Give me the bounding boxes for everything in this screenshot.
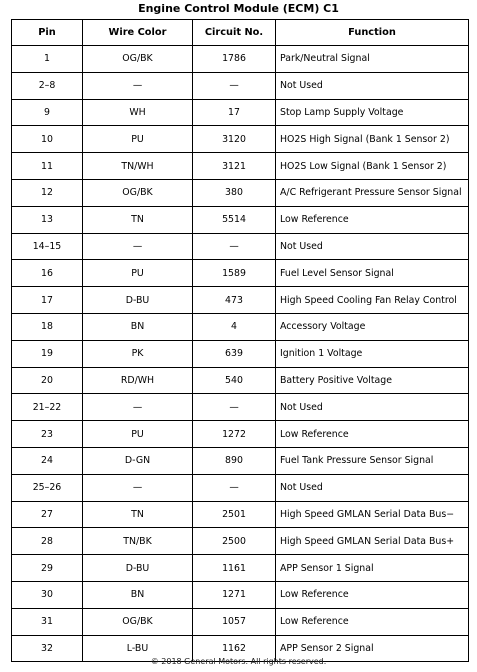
circuit-no-cell: 1057 (193, 608, 276, 635)
function-cell: Low Reference (276, 206, 469, 233)
function-cell: Fuel Level Sensor Signal (276, 260, 469, 287)
table-row (12, 260, 469, 287)
function-cell: Not Used (276, 474, 469, 501)
wire-color-cell: — (83, 72, 193, 99)
table-row (12, 421, 469, 448)
table-row (12, 233, 469, 260)
pin-cell: 20 (12, 367, 83, 394)
wire-color-cell: — (83, 474, 193, 501)
function-cell: Low Reference (276, 608, 469, 635)
function-cell: Stop Lamp Supply Voltage (276, 99, 469, 126)
function-cell: High Speed GMLAN Serial Data Bus− (276, 501, 469, 528)
table-row (12, 474, 469, 501)
circuit-no-cell: 380 (193, 179, 276, 206)
wire-color-cell: D-GN (83, 447, 193, 474)
pin-cell: 1 (12, 46, 83, 73)
table-row (12, 555, 469, 582)
table-row (12, 72, 469, 99)
table-row (12, 447, 469, 474)
pin-cell: 10 (12, 126, 83, 153)
wire-color-cell: OG/BK (83, 608, 193, 635)
function-cell: Ignition 1 Voltage (276, 340, 469, 367)
function-cell: Fuel Tank Pressure Sensor Signal (276, 447, 469, 474)
circuit-no-cell: 890 (193, 447, 276, 474)
function-cell: Not Used (276, 72, 469, 99)
copyright-footer: © 2018 General Motors. All rights reserved. (150, 657, 327, 666)
wire-color-cell: L-BU (83, 635, 193, 662)
table-row (12, 313, 469, 340)
circuit-no-cell: 4 (193, 313, 276, 340)
pin-cell: 30 (12, 581, 83, 608)
header-function: Function (276, 20, 469, 46)
pin-cell: 16 (12, 260, 83, 287)
table-row (12, 153, 469, 180)
table-row (12, 179, 469, 206)
table-row (12, 46, 469, 73)
table-row (12, 126, 469, 153)
pin-cell: 18 (12, 313, 83, 340)
pin-cell: 11 (12, 153, 83, 180)
function-cell: HO2S High Signal (Bank 1 Sensor 2) (276, 126, 469, 153)
function-cell: APP Sensor 1 Signal (276, 555, 469, 582)
table-row (12, 287, 469, 314)
circuit-no-cell: 1161 (193, 555, 276, 582)
circuit-no-cell: 1162 (193, 635, 276, 662)
circuit-no-cell: — (193, 394, 276, 421)
wire-color-cell: TN/WH (83, 153, 193, 180)
function-cell: Park/Neutral Signal (276, 46, 469, 73)
function-cell: High Speed Cooling Fan Relay Control (276, 287, 469, 314)
wire-color-cell: OG/BK (83, 179, 193, 206)
wire-color-cell: WH (83, 99, 193, 126)
header-wire-color: Wire Color (83, 20, 193, 46)
pin-cell: 32 (12, 635, 83, 662)
pin-cell: 25–26 (12, 474, 83, 501)
wire-color-cell: BN (83, 313, 193, 340)
pin-cell: 9 (12, 99, 83, 126)
circuit-no-cell: — (193, 474, 276, 501)
header-circuit-no: Circuit No. (193, 20, 276, 46)
table-row (12, 581, 469, 608)
circuit-no-cell: 639 (193, 340, 276, 367)
pin-cell: 23 (12, 421, 83, 448)
function-cell: A/C Refrigerant Pressure Sensor Signal (276, 179, 469, 206)
circuit-no-cell: 1786 (193, 46, 276, 73)
table-row (12, 206, 469, 233)
wire-color-cell: RD/WH (83, 367, 193, 394)
table-header (12, 20, 469, 46)
function-cell: Not Used (276, 394, 469, 421)
header-pin: Pin (12, 20, 83, 46)
connector-pinout-table (11, 19, 469, 662)
table-row (12, 528, 469, 555)
pin-cell: 29 (12, 555, 83, 582)
pin-cell: 2–8 (12, 72, 83, 99)
circuit-no-cell: 3120 (193, 126, 276, 153)
circuit-no-cell: 1271 (193, 581, 276, 608)
circuit-no-cell: 3121 (193, 153, 276, 180)
wire-color-cell: OG/BK (83, 46, 193, 73)
function-cell: Low Reference (276, 581, 469, 608)
pin-cell: 28 (12, 528, 83, 555)
function-cell: High Speed GMLAN Serial Data Bus+ (276, 528, 469, 555)
function-cell: Low Reference (276, 421, 469, 448)
wire-color-cell: PU (83, 421, 193, 448)
circuit-no-cell: 5514 (193, 206, 276, 233)
pin-cell: 27 (12, 501, 83, 528)
wire-color-cell: BN (83, 581, 193, 608)
wire-color-cell: PK (83, 340, 193, 367)
table-row (12, 608, 469, 635)
circuit-no-cell: 540 (193, 367, 276, 394)
wire-color-cell: D-BU (83, 287, 193, 314)
circuit-no-cell: 2501 (193, 501, 276, 528)
wire-color-cell: TN (83, 206, 193, 233)
wire-color-cell: — (83, 394, 193, 421)
wire-color-cell: PU (83, 260, 193, 287)
circuit-no-cell: 1589 (193, 260, 276, 287)
pin-cell: 17 (12, 287, 83, 314)
circuit-no-cell: 1272 (193, 421, 276, 448)
function-cell: HO2S Low Signal (Bank 1 Sensor 2) (276, 153, 469, 180)
pin-cell: 13 (12, 206, 83, 233)
circuit-no-cell: — (193, 72, 276, 99)
table-row (12, 340, 469, 367)
circuit-no-cell: 2500 (193, 528, 276, 555)
pin-cell: 19 (12, 340, 83, 367)
table-row (12, 394, 469, 421)
header-row (12, 20, 469, 46)
circuit-no-cell: 473 (193, 287, 276, 314)
pin-cell: 14–15 (12, 233, 83, 260)
pin-cell: 24 (12, 447, 83, 474)
pin-cell: 21–22 (12, 394, 83, 421)
table-body (12, 46, 469, 662)
circuit-no-cell: — (193, 233, 276, 260)
function-cell: Not Used (276, 233, 469, 260)
circuit-no-cell: 17 (193, 99, 276, 126)
wire-color-cell: PU (83, 126, 193, 153)
table-row (12, 367, 469, 394)
function-cell: Battery Positive Voltage (276, 367, 469, 394)
wire-color-cell: TN (83, 501, 193, 528)
table-row (12, 501, 469, 528)
pin-cell: 12 (12, 179, 83, 206)
function-cell: APP Sensor 2 Signal (276, 635, 469, 662)
wire-color-cell: TN/BK (83, 528, 193, 555)
wire-color-cell: — (83, 233, 193, 260)
wire-color-cell: D-BU (83, 555, 193, 582)
function-cell: Accessory Voltage (276, 313, 469, 340)
page-title: Engine Control Module (ECM) C1 (138, 2, 339, 15)
table-row (12, 99, 469, 126)
pin-cell: 31 (12, 608, 83, 635)
